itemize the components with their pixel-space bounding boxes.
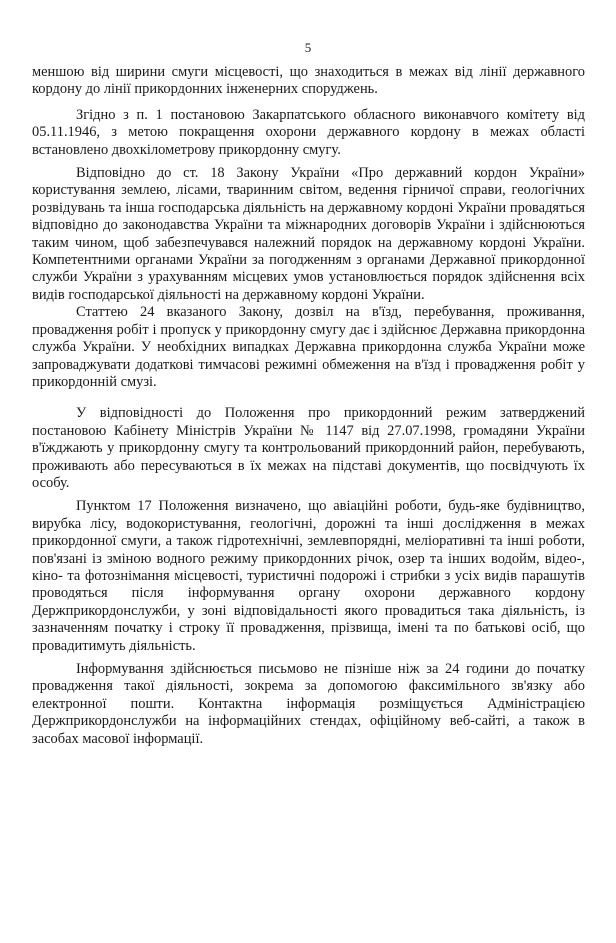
paragraph-law-article-24: Статтею 24 вказаного Закону, дозвіл на в'їзд, перебування, проживання, провадження робіт і пропуск у прикордонну смугу дає і здійснює Державна прикордонна служба України. У необхідних випадках Державна прикордонна служба України може запроваджувати додаткові тимчасові режимні обмеження на в'їзд і провадження робіт у прикордонній смузі. <box>32 304 585 390</box>
paragraph-border-zone-resolution: Згідно з п. 1 постановою Закарпатського обласного виконавчого комітету від 05.11.1946, з метою покращення охорони державного кордону в межах області встановлено двохкілометрову прикордонну смугу. <box>32 106 585 158</box>
paragraph-notification: Інформування здійснюється письмово не пізніше ніж за 24 години до початку провадження такої діяльності, зокрема за допомогою факсимільного зв'язку або електронної пошти. Контактна інформація розміщується Адміністрацією Держприкордонслужби на інформаційних стендах, офіційному веб-сайті, а також в засобах масової інформації. <box>32 661 585 747</box>
paragraph-border-regime-regulation: У відповідності до Положення про прикордонний режим затверджений постановою Кабінету Міністрів України № 1147 від 27.07.1998, громадяни України в'їжджають у прикордонну смугу та контрольований прикордонний район, перебувають, проживають або пересуваються в їх межах на підставі документів, що посвідчують їх особу. <box>32 405 585 491</box>
paragraph-law-article-18: Відповідно до ст. 18 Закону України «Про державний кордон України» користування землею, лісами, тваринним світом, ведення гірничої справи, геологічних розвідувань та інша господарська діяльність на державному кордоні України провадяться відповідно до законодавства України та міжнародних договорів України і здійснюються таким чином, щоб забезпечувався належний порядок на державному кордоні України. Компетентними органами України за погодженням з органами Державної прикордонної служби України з урахуванням місцевих умов установлюється порядок здійснення всіх видів господарської діяльності на державному кордоні України. <box>32 165 585 303</box>
document-body <box>32 64 585 754</box>
paragraph-regulation-point-17: Пунктом 17 Положення визначено, що авіаційні роботи, будь-яке будівництво, вирубка лісу, водокористування, геологічні, дорожні та інші дослідження в межах прикордонної смуги, а також гідротехнічні, землевпорядні, меліоративні та інші роботи, пов'язані із зміною водного режиму прикордонних річок, озер та інших водойм, відео-, кіно- та фотознімання місцевості, туристичні подорожі і стрибки з усіх видів парашутів проводяться після інформування органу охорони державного кордону Держприкордонслужби, у зоні відповідальності якого провадиться така діяльність, із зазначенням початку і строку її провадження, прізвища, імені та по батькові осіб, що провадитимуть діяльність. <box>32 498 585 654</box>
paragraph-continued: меншою від ширини смуги місцевості, що знаходиться в межах від лінії державного кордону до лінії прикордонних інженерних споруджень. <box>32 64 585 98</box>
page-number: 5 <box>304 40 312 55</box>
